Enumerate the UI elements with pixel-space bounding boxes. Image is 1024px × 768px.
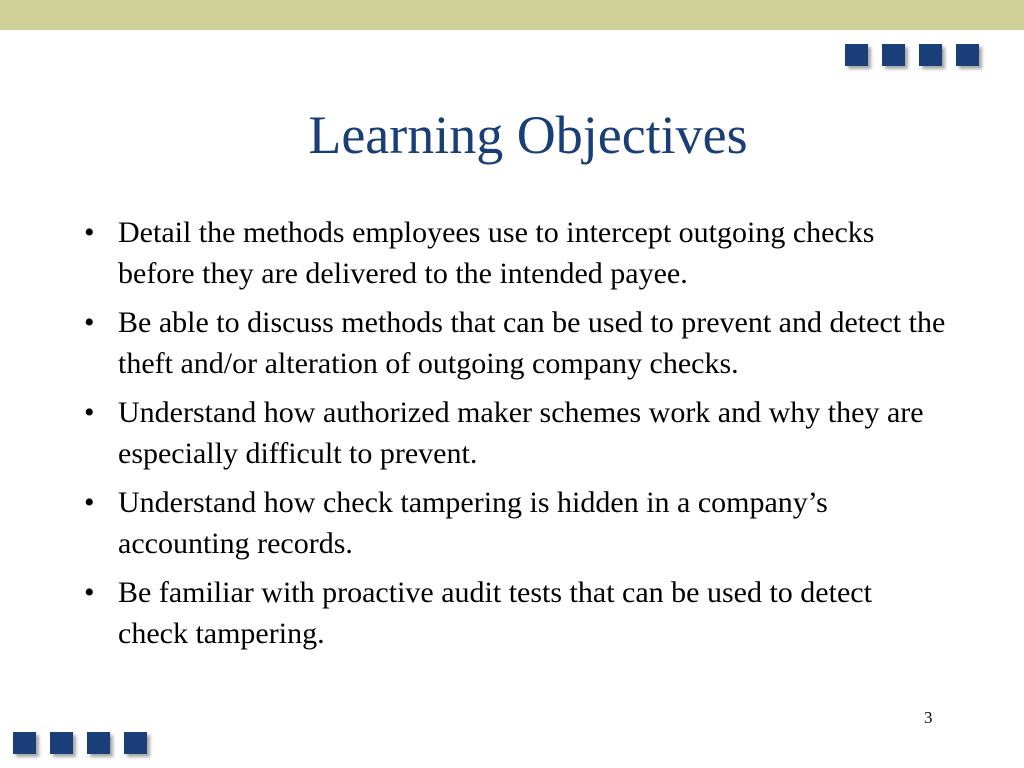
objective-text: Understand how authorized maker schemes work and why they are especially difficult to prevent.	[118, 396, 924, 470]
objectives-list	[78, 212, 948, 662]
square-icon	[919, 44, 942, 66]
bullet-icon: •	[84, 396, 95, 429]
objective-item	[78, 212, 948, 294]
square-icon	[50, 732, 73, 754]
objective-text: Be able to discuss methods that can be used to prevent and detect the theft and/or alteration of outgoing company checks.	[118, 306, 946, 380]
objective-item	[78, 482, 948, 564]
square-icon	[87, 732, 110, 754]
bottom-left-square-decoration	[13, 732, 147, 754]
objective-item	[78, 302, 948, 384]
objective-text: Detail the methods employees use to intercept outgoing checks before they are delivered to the intended payee.	[118, 216, 875, 290]
slide-title: Learning Objectives	[308, 105, 748, 165]
square-icon	[124, 732, 147, 754]
bullet-icon: •	[84, 216, 95, 249]
bullet-icon: •	[84, 486, 95, 519]
top-decorative-band	[0, 0, 1024, 30]
top-right-square-decoration	[845, 44, 979, 66]
objective-text: Understand how check tampering is hidden in a company’s accounting records.	[118, 486, 828, 560]
bullet-icon: •	[84, 306, 95, 339]
objective-text: Be familiar with proactive audit tests that can be used to detect check tampering.	[118, 576, 872, 650]
bullet-icon: •	[84, 576, 95, 609]
page-number: 3	[924, 708, 933, 727]
square-icon	[956, 44, 979, 66]
square-icon	[13, 732, 36, 754]
square-icon	[882, 44, 905, 66]
objective-item	[78, 392, 948, 474]
objective-item	[78, 572, 948, 654]
square-icon	[845, 44, 868, 66]
